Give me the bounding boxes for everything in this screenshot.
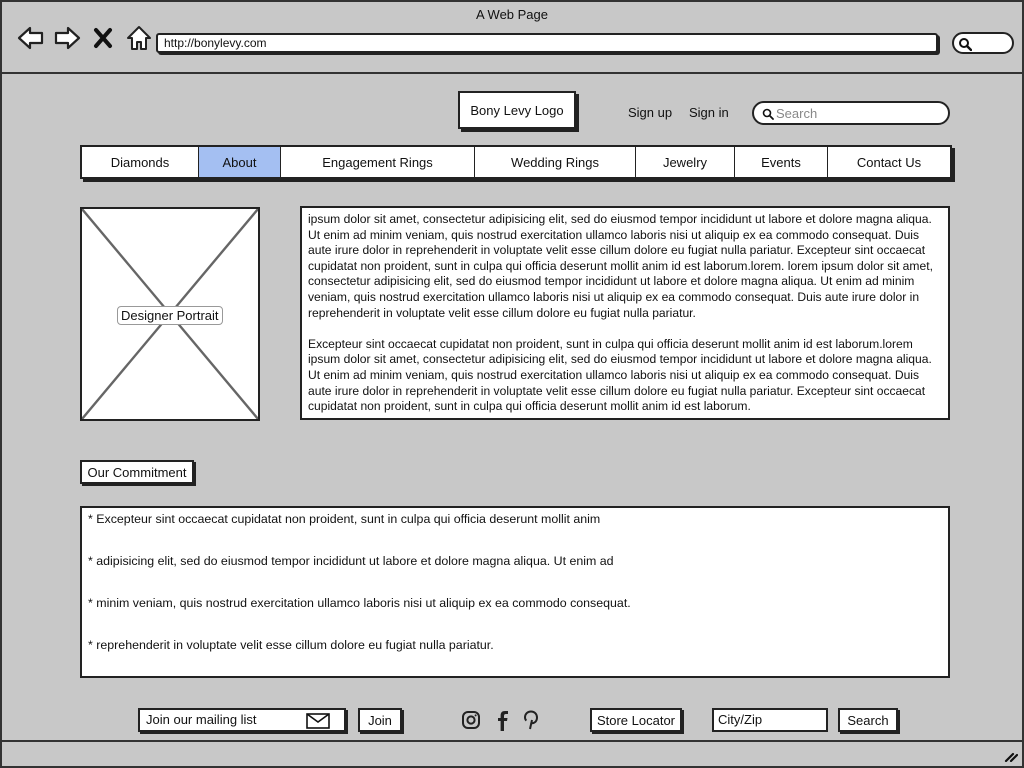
sign-up-link[interactable]: Sign up — [628, 105, 673, 120]
mailing-list-field[interactable] — [138, 708, 346, 732]
main-nav — [80, 145, 952, 179]
portrait-label: Designer Portrait — [117, 306, 223, 325]
browser-search-field[interactable] — [952, 32, 1014, 54]
site-logo[interactable]: Bony Levy Logo — [458, 91, 576, 129]
city-zip-input[interactable]: City/Zip — [712, 708, 828, 732]
bio-paragraph: Excepteur sint occaecat cupidatat non proident, sunt in culpa qui officia deserunt mollit anim id est laborum.lorem ipsum dolor sit amet, consectetur adipisicing elit, sed do eiusmod tempor incididunt ut labore et dolore magna aliqua. Ut enim ad minim veniam, quis nostrud exercitation ullamco laboris nisi ut aliquip ex ea commodo consequat. Duis aute irure dolor in reprehenderit in voluptate velit esse cillum dolore eu fugiat nulla pariatur. Excepteur sint occaecat cupidatat non proident, sunt in culpa qui officia deserunt mollit anim id est laborum. — [308, 336, 932, 414]
browser-chrome — [2, 2, 1022, 74]
nav-item-engagement-rings[interactable]: Engagement Rings — [281, 147, 475, 177]
resize-handle-icon[interactable] — [1004, 750, 1018, 762]
commitment-list — [80, 506, 950, 678]
designer-portrait-image — [80, 207, 260, 421]
site-search[interactable] — [752, 101, 950, 125]
close-icon[interactable] — [88, 24, 118, 52]
store-search-button[interactable]: Search — [838, 708, 898, 732]
list-item: * reprehenderit in voluptate velit esse cillum dolore eu fugiat nulla pariatur. — [88, 638, 494, 652]
site-search-input[interactable] — [776, 105, 941, 121]
page-content — [2, 74, 1022, 740]
forward-arrow-icon[interactable] — [52, 24, 82, 52]
mailing-list-label: Join our mailing list — [146, 712, 257, 727]
back-arrow-icon[interactable] — [16, 24, 46, 52]
browser-nav — [16, 24, 154, 52]
search-icon — [958, 37, 972, 51]
window-title: A Web Page — [475, 7, 549, 22]
sign-in-link[interactable]: Sign in — [689, 105, 729, 120]
bio-text-area[interactable] — [300, 206, 950, 420]
pinterest-icon[interactable] — [519, 708, 543, 732]
list-item: * Excepteur sint occaecat cupidatat non proident, sunt in culpa qui officia deserunt mollit anim — [88, 512, 601, 526]
bio-paragraph: ipsum dolor sit amet, consectetur adipisicing elit, sed do eiusmod tempor incididunt ut labore et dolore magna aliqua. Ut enim ad minim veniam, quis nostrud exercitation ullamco laboris nisi ut aliquip ex ea commodo consequat. Duis aute irure dolor in reprehenderit in voluptate velit esse cillum dolore eu fugiat nulla pariatur. Excepteur sint occaecat cupidatat non proident, sunt in culpa qui officia deserunt mollit anim id est laborum.lorem. lorem ipsum dolor sit amet, consectetur adipisicing elit, sed do eiusmod tempor incididunt ut labore et dolore magna aliqua. Ut enim ad minim veniam, quis nostrud exercitation ullamco laboris nisi ut aliquip ex ea commodo consequat. Duis aute irure dolor in reprehenderit in voluptate velit esse cillum dolore eu fugiat nulla pariatur. — [308, 212, 933, 320]
nav-item-diamonds[interactable]: Diamonds — [82, 147, 199, 177]
our-commitment-heading: Our Commitment — [80, 460, 194, 484]
nav-item-wedding-rings[interactable]: Wedding Rings — [475, 147, 636, 177]
facebook-icon[interactable] — [490, 708, 514, 732]
envelope-icon — [306, 713, 330, 729]
nav-item-jewelry[interactable]: Jewelry — [636, 147, 735, 177]
join-button[interactable]: Join — [358, 708, 402, 732]
list-item: * minim veniam, quis nostrud exercitation ullamco laboris nisi ut aliquip ex ea commodo consequat. — [88, 596, 631, 610]
store-locator-button[interactable]: Store Locator — [590, 708, 682, 732]
home-icon[interactable] — [124, 24, 154, 52]
list-item: * adipisicing elit, sed do eiusmod tempor incididunt ut labore et dolore magna aliqua. Ut enim ad — [88, 554, 614, 568]
nav-item-events[interactable]: Events — [735, 147, 828, 177]
nav-item-about[interactable]: About — [199, 147, 281, 177]
status-bar — [2, 740, 1022, 766]
search-icon — [762, 108, 774, 120]
nav-item-contact-us[interactable]: Contact Us — [856, 154, 922, 170]
url-bar[interactable]: http://bonylevy.com — [156, 33, 938, 53]
instagram-icon[interactable] — [459, 708, 483, 732]
